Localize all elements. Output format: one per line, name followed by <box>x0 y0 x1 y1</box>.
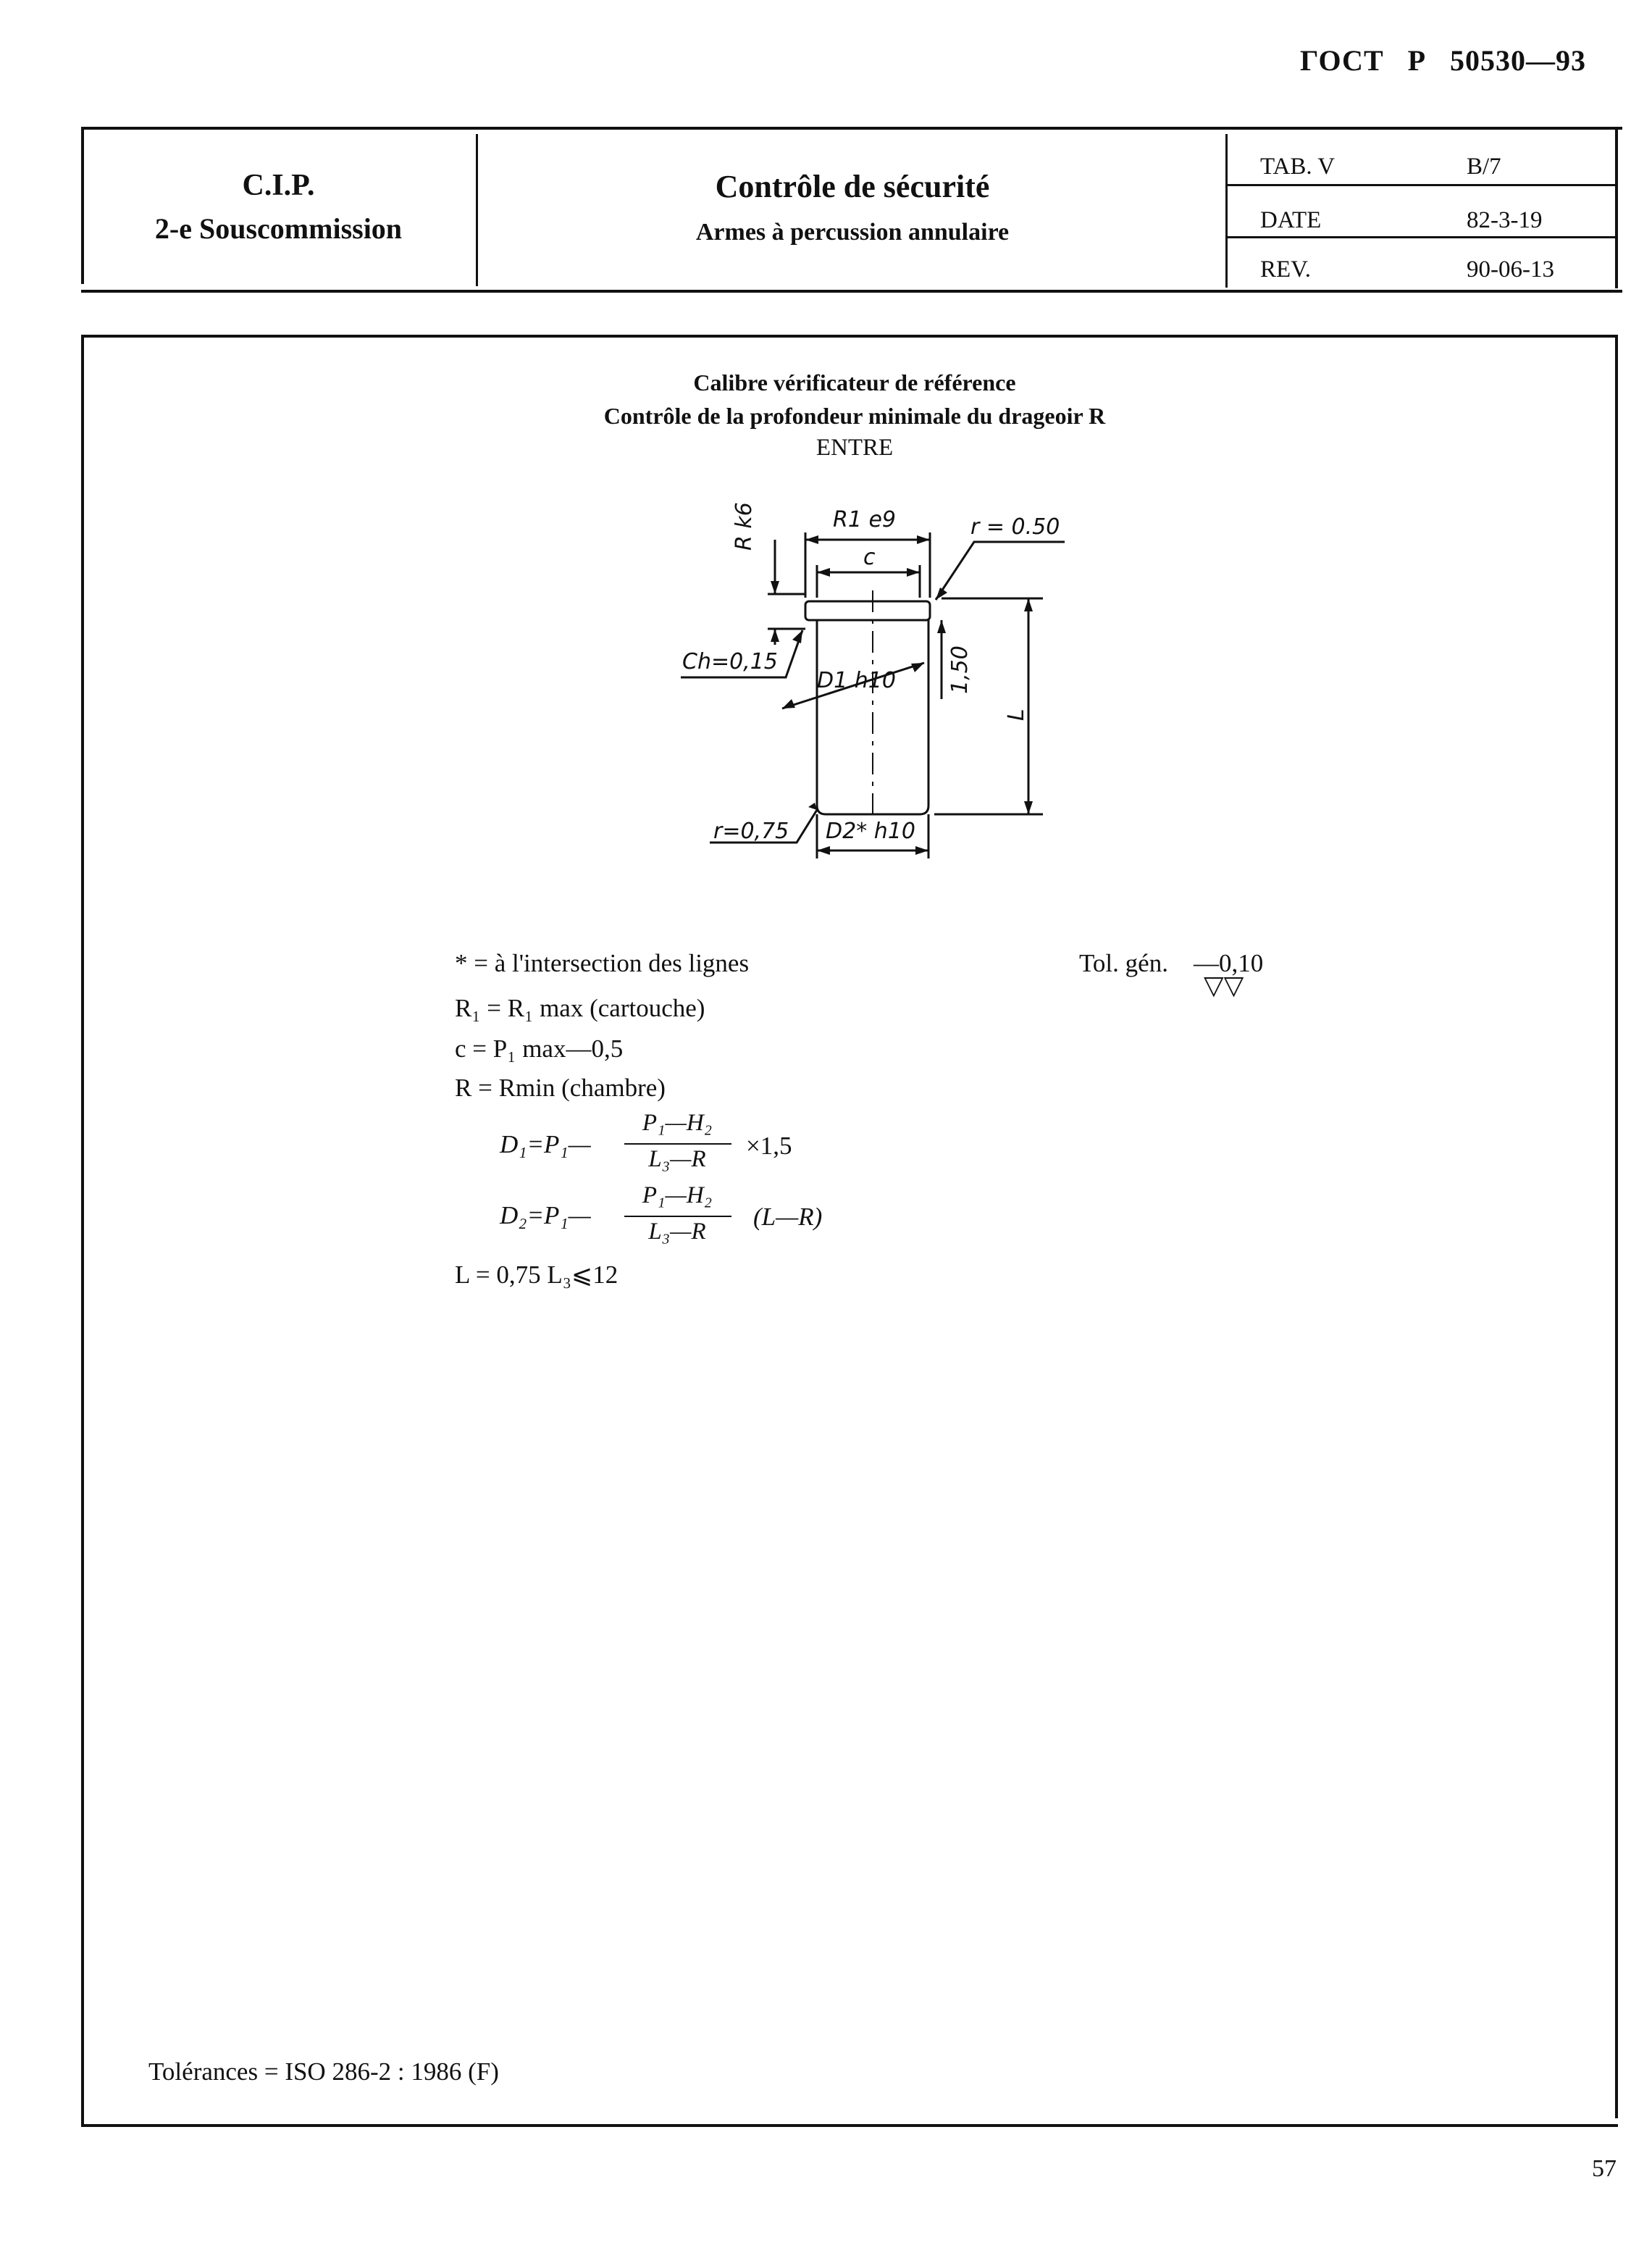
date-label: DATE <box>1260 207 1322 233</box>
r050-label: r = 0.50 <box>970 514 1060 540</box>
org-subcommission: 2-e Souscommission <box>154 212 403 245</box>
rev-value: 90-06-13 <box>1467 256 1554 283</box>
note-r1: R₁ = R₁ max (cartouche) <box>455 994 705 1022</box>
page-number: 57 <box>1592 2155 1617 2182</box>
note-r: R = Rmin (chambre) <box>455 1074 666 1102</box>
tolerance-value: —0,10 <box>1194 949 1264 977</box>
date-value: 82-3-19 <box>1467 207 1543 233</box>
rk6-label: R k6 <box>731 502 757 551</box>
d2-formula-lhs: D₂=P₁— <box>500 1201 591 1229</box>
d1-formula-factor: ×1,5 <box>746 1132 792 1160</box>
d2-formula-denominator: L₃—R <box>648 1219 706 1245</box>
d1-fraction-bar <box>624 1143 731 1145</box>
d2-formula-numerator: P₁—H₂ <box>642 1182 713 1208</box>
standard-code: ГОСТ Р 50530—93 <box>1300 44 1587 77</box>
d2-formula-factor: (L—R) <box>753 1203 823 1231</box>
tolerance-label: Tol. gén. <box>1079 949 1168 977</box>
r1-label: R1 e9 <box>833 507 897 532</box>
gauge-type: ENTRE <box>815 435 894 461</box>
d1-formula-denominator: L₃—R <box>648 1146 706 1172</box>
d150-label: 1,50 <box>947 645 973 694</box>
gauge-subtitle: Contrôle de la profondeur minimale du drageoir R <box>603 403 1106 429</box>
gauge-title: Calibre vérificateur de référence <box>693 369 1016 396</box>
note-l: L = 0,75 L₃⩽12 <box>455 1261 619 1289</box>
surface-finish-symbol: ▽▽ <box>1204 971 1244 1000</box>
tab-value: B/7 <box>1467 154 1501 180</box>
tolerances-reference: Tolérances = ISO 286-2 : 1986 (F) <box>148 2057 499 2086</box>
r075-label: r=0,75 <box>713 819 789 844</box>
header-title: Contrôle de sécurité <box>715 169 990 204</box>
org-name: C.I.P. <box>242 169 315 202</box>
rev-label: REV. <box>1260 256 1311 283</box>
gauge-head <box>805 601 930 620</box>
note-c: c = P₁ max—0,5 <box>455 1035 624 1063</box>
c-label: c <box>863 545 876 570</box>
d2-fraction-bar <box>624 1216 731 1217</box>
d2-label: D2* h10 <box>826 819 915 844</box>
l-label: L <box>1004 709 1029 721</box>
d1-label: D1 h10 <box>817 668 896 693</box>
note-intersection: * = à l'intersection des lignes <box>455 949 750 977</box>
header-subtitle: Armes à percussion annulaire <box>695 219 1010 246</box>
d1-formula-lhs: D₁=P₁— <box>500 1130 591 1158</box>
d1-formula-numerator: P₁—H₂ <box>642 1110 713 1136</box>
r050-leader <box>936 542 1065 600</box>
tab-label: TAB. V <box>1260 154 1336 180</box>
ch-label: Ch=0,15 <box>682 649 778 674</box>
